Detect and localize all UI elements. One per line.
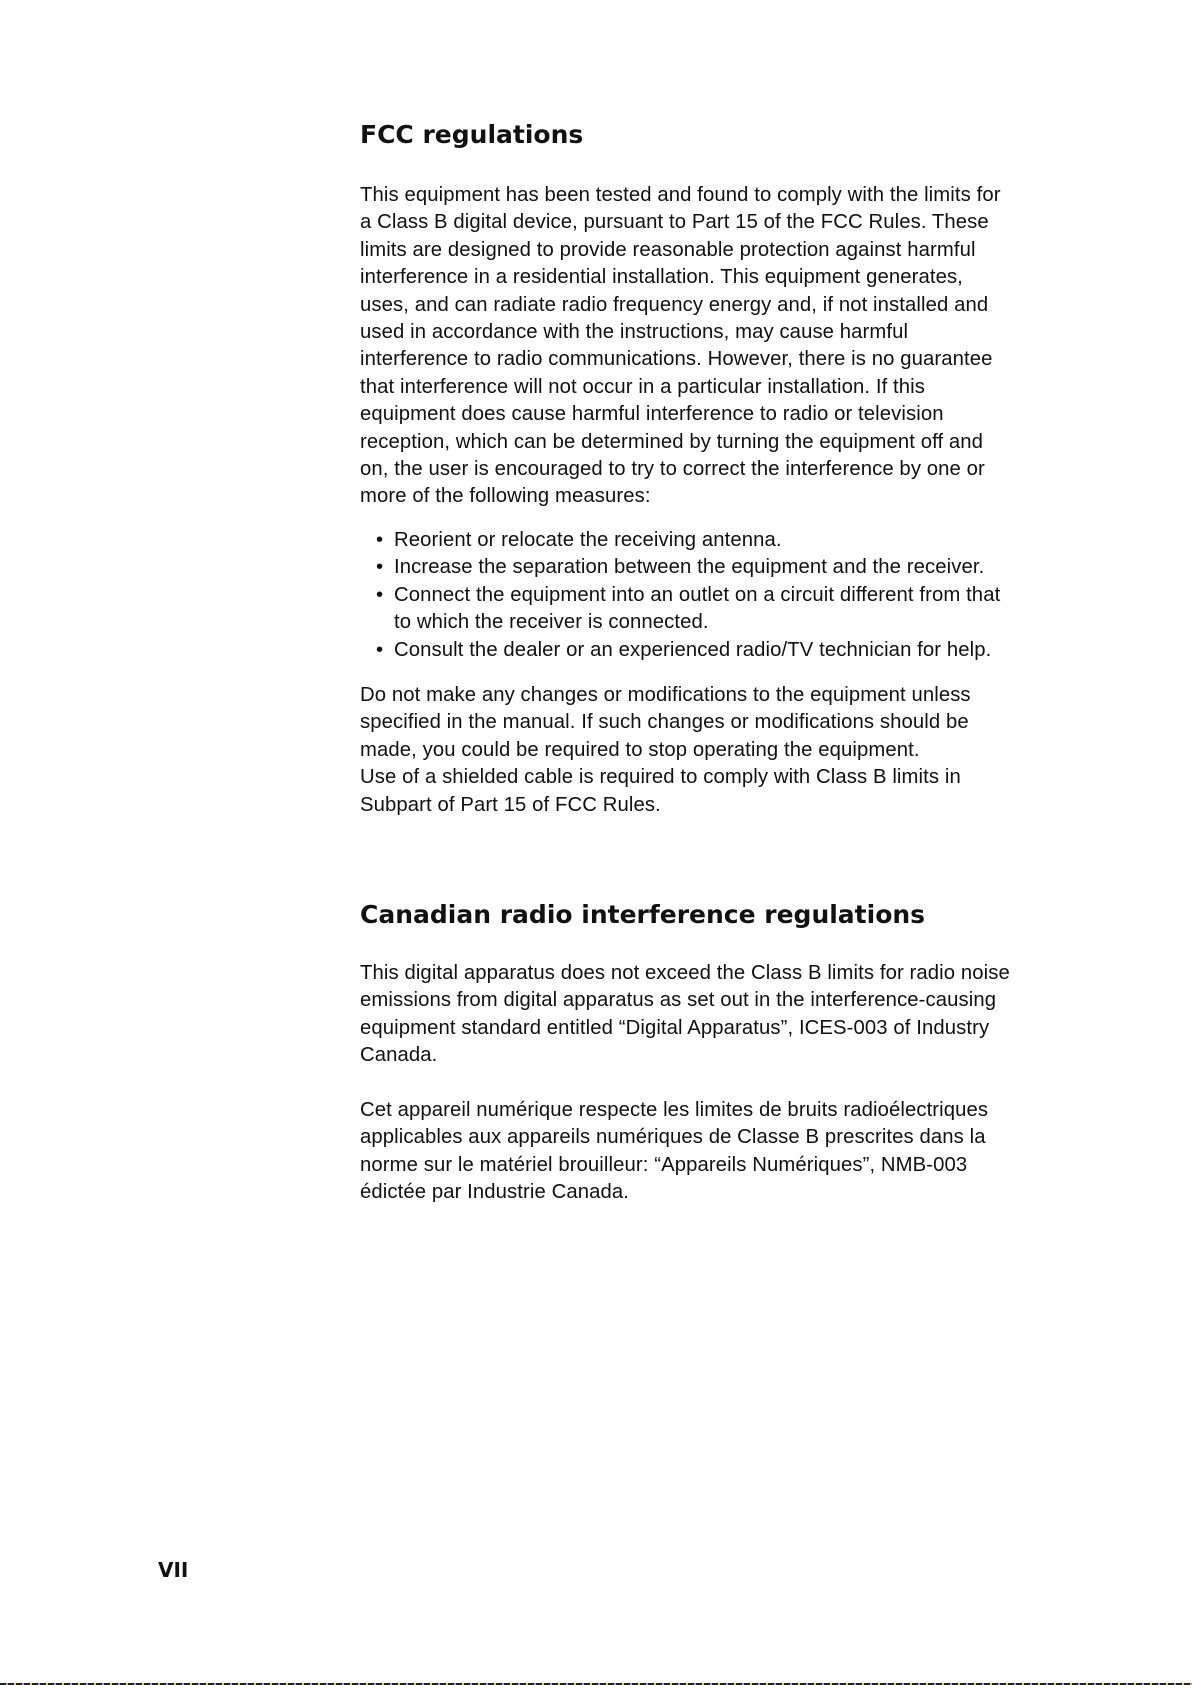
- list-item: [360, 637, 1000, 664]
- text-line: more of the following measures:: [360, 485, 651, 508]
- bullet-icon: •: [376, 529, 384, 551]
- text-line: Use of a shielded cable is required to comply with Class B limits in: [360, 766, 961, 789]
- text-line: reception, which can be determined by turning the equipment off and: [360, 430, 984, 453]
- text-line: This equipment has been tested and found to comply with the limits for: [360, 184, 1001, 206]
- canada-french-paragraph: [360, 1097, 988, 1207]
- canada-heading: Canadian radio interference regulations: [360, 900, 926, 929]
- text-line: applicables aux appareils numériques de Classe B prescrites dans la: [360, 1126, 986, 1149]
- list-item-text: to which the receiver is connected.: [394, 611, 709, 634]
- text-line: made, you could be required to stop operating the equipment.: [360, 738, 920, 761]
- text-line: used in accordance with the instructions, may cause harmful: [360, 321, 909, 344]
- fcc-intro-paragraph: [360, 182, 1001, 511]
- text-line: emissions from digital apparatus as set out in the interference-causing: [360, 989, 997, 1012]
- text-line: equipment does cause harmful interference to radio or television: [360, 403, 944, 426]
- text-line: édictée par Industrie Canada.: [360, 1181, 629, 1204]
- list-item-text: Increase the separation between the equipment and the receiver.: [394, 556, 985, 579]
- text-line: Subpart of Part 15 of FCC Rules.: [360, 793, 661, 816]
- text-line: norme sur le matériel brouilleur: “Appareils Numériques”, NMB-003: [360, 1153, 968, 1176]
- list-item: [360, 527, 1000, 554]
- text-line: limits are designed to provide reasonable protection against harmful: [360, 238, 976, 261]
- list-item-text: Connect the equipment into an outlet on a circuit different from that: [394, 583, 1001, 606]
- text-line: specified in the manual. If such changes or modifications should be: [360, 711, 969, 734]
- text-line: equipment standard entitled “Digital Apparatus”, ICES-003 of Industry: [360, 1016, 990, 1039]
- text-line: interference in a residential installation. This equipment generates,: [360, 266, 963, 289]
- fcc-heading: FCC regulations: [360, 120, 584, 149]
- text-line: This digital apparatus does not exceed the Class B limits for radio noise: [360, 962, 1010, 984]
- text-line: uses, and can radiate radio frequency energy and, if not installed and: [360, 293, 989, 316]
- fcc-outro-paragraph: [360, 682, 971, 819]
- text-line: that interference will not occur in a particular installation. If this: [360, 375, 926, 398]
- list-item: [360, 554, 1000, 581]
- text-line: Canada.: [360, 1044, 438, 1067]
- bullet-icon: •: [376, 638, 384, 661]
- text-line: a Class B digital device, pursuant to Part 15 of the FCC Rules. These: [360, 211, 989, 234]
- bullet-icon: •: [376, 556, 384, 579]
- page-number: VII: [158, 1558, 189, 1582]
- text-line: Cet appareil numérique respecte les limites de bruits radioélectriques: [360, 1099, 989, 1121]
- canada-english-paragraph: [360, 960, 1010, 1070]
- bullet-icon: •: [376, 583, 384, 606]
- list-item-text: Consult the dealer or an experienced radio/TV technician for help.: [394, 638, 992, 661]
- fcc-measures-list: [360, 527, 1000, 664]
- text-line: interference to radio communications. However, there is no guarantee: [360, 348, 993, 371]
- list-item-text: Reorient or relocate the receiving antenna.: [394, 529, 782, 551]
- text-line: on, the user is encouraged to try to correct the interference by one or: [360, 458, 985, 481]
- list-item: [360, 582, 1000, 637]
- text-line: Do not make any changes or modifications to the equipment unless: [360, 684, 971, 706]
